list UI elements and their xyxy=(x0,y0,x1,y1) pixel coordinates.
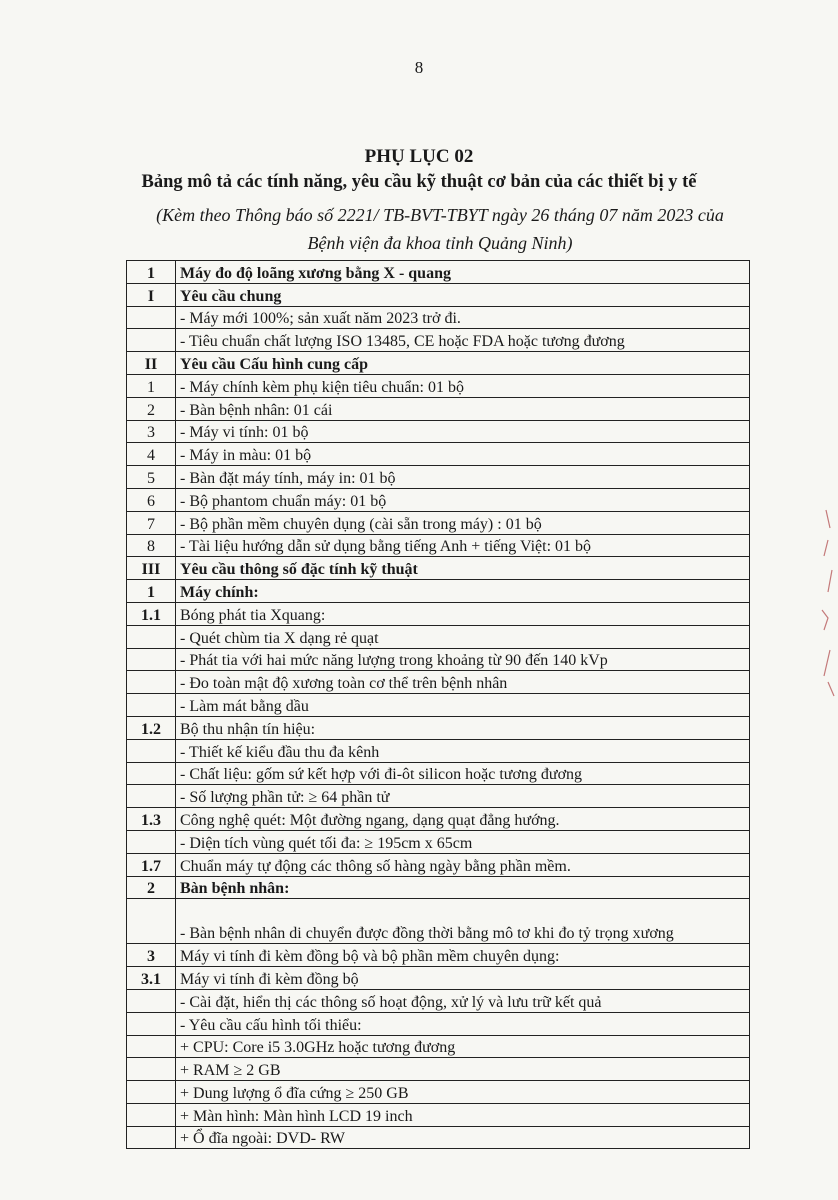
row-number: 3.1 xyxy=(127,967,176,990)
table-row xyxy=(127,1103,750,1126)
row-number: 2 xyxy=(127,876,176,899)
row-text: - Bộ phần mềm chuyên dụng (cài sẵn trong máy) : 01 bộ xyxy=(176,511,750,534)
appendix-subtitle: Bảng mô tả các tính năng, yêu cầu kỹ thuật cơ bản của các thiết bị y tế xyxy=(141,172,697,192)
row-text: Chuẩn máy tự động các thông số hàng ngày bằng phần mềm. xyxy=(176,853,750,876)
row-number xyxy=(127,1126,176,1149)
row-text: - Yêu cầu cấu hình tối thiểu: xyxy=(176,1012,750,1035)
margin-handwriting-mark xyxy=(808,500,838,700)
row-text: Máy vi tính đi kèm đồng bộ và bộ phần mềm chuyên dụng: xyxy=(176,944,750,967)
table-row xyxy=(127,830,750,853)
note-line-2: Bệnh viện đa khoa tỉnh Quảng Ninh) xyxy=(307,233,573,253)
table-row xyxy=(127,1081,750,1104)
row-text: Bàn bệnh nhân: xyxy=(176,876,750,899)
table-row xyxy=(127,374,750,397)
row-text: Yêu cầu Cấu hình cung cấp xyxy=(176,352,750,375)
table-row xyxy=(127,716,750,739)
table-row xyxy=(127,625,750,648)
row-number xyxy=(127,739,176,762)
row-text: Công nghệ quét: Một đường ngang, dạng quạt đẳng hướng. xyxy=(176,808,750,831)
table-row xyxy=(127,648,750,671)
table-row xyxy=(127,876,750,899)
spec-table xyxy=(126,260,750,1149)
row-number: II xyxy=(127,352,176,375)
row-text: - Thiết kế kiểu đầu thu đa kênh xyxy=(176,739,750,762)
table-row xyxy=(127,420,750,443)
row-number xyxy=(127,762,176,785)
row-number: 7 xyxy=(127,511,176,534)
table-row xyxy=(127,762,750,785)
row-number: 3 xyxy=(127,420,176,443)
row-text: - Làm mát bằng dầu xyxy=(176,694,750,717)
row-text: - Quét chùm tia X dạng rẻ quạt xyxy=(176,625,750,648)
row-number xyxy=(127,1012,176,1035)
row-number xyxy=(127,899,176,944)
row-number: 1.7 xyxy=(127,853,176,876)
row-number: I xyxy=(127,283,176,306)
row-text: - Máy mới 100%; sản xuất năm 2023 trở đi. xyxy=(176,306,750,329)
row-number: 1.1 xyxy=(127,602,176,625)
row-text: - Chất liệu: gốm sứ kết hợp với đi-ôt silicon hoặc tương đương xyxy=(176,762,750,785)
table-row xyxy=(127,580,750,603)
row-text: - Máy vi tính: 01 bộ xyxy=(176,420,750,443)
row-number: 1 xyxy=(127,374,176,397)
row-text: - Tiêu chuẩn chất lượng ISO 13485, CE hoặc FDA hoặc tương đương xyxy=(176,329,750,352)
table-row xyxy=(127,283,750,306)
row-text: - Máy in màu: 01 bộ xyxy=(176,443,750,466)
row-text: + CPU: Core i5 3.0GHz hoặc tương đương xyxy=(176,1035,750,1058)
row-number xyxy=(127,1103,176,1126)
row-number xyxy=(127,1058,176,1081)
row-text: + RAM ≥ 2 GB xyxy=(176,1058,750,1081)
table-row xyxy=(127,511,750,534)
table-row xyxy=(127,785,750,808)
table-row xyxy=(127,466,750,489)
page-number: 8 xyxy=(414,58,424,77)
table-row xyxy=(127,1058,750,1081)
row-text: - Diện tích vùng quét tối đa: ≥ 195cm x 65cm xyxy=(176,830,750,853)
row-text: Máy đo độ loãng xương bằng X - quang xyxy=(176,261,750,284)
table-row xyxy=(127,899,750,944)
table-row xyxy=(127,967,750,990)
row-text: - Phát tia với hai mức năng lượng trong khoảng từ 90 đến 140 kVp xyxy=(176,648,750,671)
row-number xyxy=(127,694,176,717)
row-text: - Bàn bệnh nhân di chuyển được đồng thời bằng mô tơ khi đo tỷ trọng xương xyxy=(176,899,750,944)
row-number xyxy=(127,785,176,808)
row-text: Bộ thu nhận tín hiệu: xyxy=(176,716,750,739)
row-number xyxy=(127,1081,176,1104)
table-row xyxy=(127,989,750,1012)
row-text: - Bộ phantom chuẩn máy: 01 bộ xyxy=(176,488,750,511)
row-number: 5 xyxy=(127,466,176,489)
table-row xyxy=(127,602,750,625)
note-line-1: (Kèm theo Thông báo số 2221/ TB-BVT-TBYT ngày 26 tháng 07 năm 2023 của xyxy=(156,205,724,225)
row-text: Bóng phát tia Xquang: xyxy=(176,602,750,625)
row-number: 4 xyxy=(127,443,176,466)
table-row xyxy=(127,1126,750,1149)
row-text: + Dung lượng ổ đĩa cứng ≥ 250 GB xyxy=(176,1081,750,1104)
row-number: 1 xyxy=(127,580,176,603)
row-text: - Cài đặt, hiển thị các thông số hoạt động, xử lý và lưu trữ kết quả xyxy=(176,989,750,1012)
row-number xyxy=(127,671,176,694)
row-number: 8 xyxy=(127,534,176,557)
table-row xyxy=(127,739,750,762)
table-row xyxy=(127,397,750,420)
row-text: + Ổ đĩa ngoài: DVD- RW xyxy=(176,1126,750,1149)
row-number xyxy=(127,830,176,853)
row-number xyxy=(127,625,176,648)
appendix-note xyxy=(90,201,790,257)
table-row xyxy=(127,534,750,557)
row-text: - Số lượng phần tử: ≥ 64 phần tử xyxy=(176,785,750,808)
table-row xyxy=(127,694,750,717)
row-text: - Đo toàn mật độ xương toàn cơ thể trên bệnh nhân xyxy=(176,671,750,694)
row-number xyxy=(127,329,176,352)
row-number xyxy=(127,306,176,329)
row-text: - Bàn đặt máy tính, máy in: 01 bộ xyxy=(176,466,750,489)
row-number: 6 xyxy=(127,488,176,511)
row-number: 2 xyxy=(127,397,176,420)
row-number: 3 xyxy=(127,944,176,967)
row-text: + Màn hình: Màn hình LCD 19 inch xyxy=(176,1103,750,1126)
row-number xyxy=(127,648,176,671)
table-row xyxy=(127,1012,750,1035)
row-text: - Máy chính kèm phụ kiện tiêu chuẩn: 01 bộ xyxy=(176,374,750,397)
table-row xyxy=(127,671,750,694)
table-row xyxy=(127,1035,750,1058)
table-row xyxy=(127,944,750,967)
row-number: III xyxy=(127,557,176,580)
row-number xyxy=(127,1035,176,1058)
row-text: Yêu cầu thông số đặc tính kỹ thuật xyxy=(176,557,750,580)
row-number xyxy=(127,989,176,1012)
row-text: - Bàn bệnh nhân: 01 cái xyxy=(176,397,750,420)
table-row xyxy=(127,443,750,466)
table-row xyxy=(127,306,750,329)
row-text: Máy vi tính đi kèm đồng bộ xyxy=(176,967,750,990)
table-row xyxy=(127,488,750,511)
row-text: Máy chính: xyxy=(176,580,750,603)
row-number: 1.2 xyxy=(127,716,176,739)
row-number: 1.3 xyxy=(127,808,176,831)
appendix-title: PHỤ LỤC 02 xyxy=(364,146,474,167)
table-row xyxy=(127,853,750,876)
table-row xyxy=(127,352,750,375)
table-row xyxy=(127,808,750,831)
row-number: 1 xyxy=(127,261,176,284)
table-row xyxy=(127,557,750,580)
row-text: - Tài liệu hướng dẫn sử dụng bằng tiếng Anh + tiếng Việt: 01 bộ xyxy=(176,534,750,557)
table-row xyxy=(127,261,750,284)
row-text: Yêu cầu chung xyxy=(176,283,750,306)
table-row xyxy=(127,329,750,352)
